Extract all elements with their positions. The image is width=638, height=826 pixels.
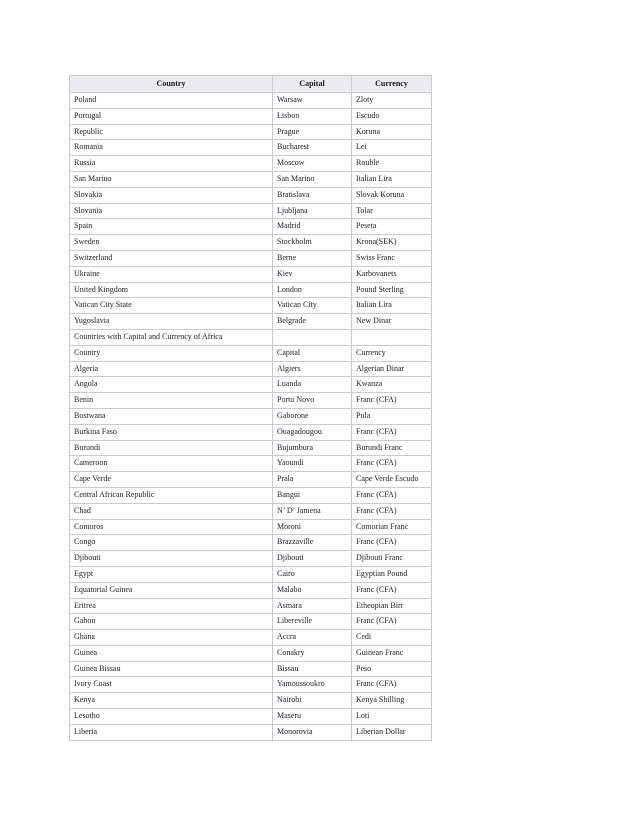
capital-cell: Accra xyxy=(273,630,352,646)
currency-cell: Liberian Dollar xyxy=(352,724,432,740)
country-cell: Romania xyxy=(70,140,273,156)
country-cell: Central African Republic xyxy=(70,487,273,503)
country-cell: Spain xyxy=(70,219,273,235)
capital-cell: Djibouti xyxy=(273,551,352,567)
capital-cell: Monorovia xyxy=(273,724,352,740)
capital-cell: Moscow xyxy=(273,156,352,172)
table-row xyxy=(70,203,432,219)
table-row xyxy=(70,677,432,693)
currency-cell: Algerian Dinar xyxy=(352,361,432,377)
capital-cell: Bucharest xyxy=(273,140,352,156)
capital-cell: Bujumbura xyxy=(273,440,352,456)
capital-cell: Bangui xyxy=(273,487,352,503)
currency-cell: Comorian Franc xyxy=(352,519,432,535)
currency-cell: Franc (CFA) xyxy=(352,487,432,503)
currency-cell: Peseta xyxy=(352,219,432,235)
table-row xyxy=(70,187,432,203)
header-country: Country xyxy=(70,76,273,93)
currency-cell: Djibouti Franc xyxy=(352,551,432,567)
currency-cell: Kenya Shilling xyxy=(352,693,432,709)
country-cell: Country xyxy=(70,345,273,361)
capital-cell: Nairobi xyxy=(273,693,352,709)
country-cell: United Kingdom xyxy=(70,282,273,298)
capital-cell: Kiev xyxy=(273,266,352,282)
table-row xyxy=(70,393,432,409)
table-row xyxy=(70,582,432,598)
capital-cell: Moroni xyxy=(273,519,352,535)
currency-cell: Franc (CFA) xyxy=(352,677,432,693)
country-cell: Guinea xyxy=(70,645,273,661)
capital-cell: Yaoundi xyxy=(273,456,352,472)
table-row xyxy=(70,709,432,725)
country-cell: Russia xyxy=(70,156,273,172)
table-row xyxy=(70,361,432,377)
table-row xyxy=(70,329,432,345)
currency-cell: Guinean Franc xyxy=(352,645,432,661)
country-cell: Yugoslavia xyxy=(70,314,273,330)
capital-cell: Belgrade xyxy=(273,314,352,330)
capital-cell: Vatican City xyxy=(273,298,352,314)
table-row xyxy=(70,282,432,298)
capital-cell: Porto Novo xyxy=(273,393,352,409)
currency-cell: Franc (CFA) xyxy=(352,535,432,551)
capital-cell: London xyxy=(273,282,352,298)
table-row xyxy=(70,140,432,156)
currency-cell: Italian Lira xyxy=(352,298,432,314)
header-currency: Currency xyxy=(352,76,432,93)
table-row xyxy=(70,93,432,109)
currency-cell: Currency xyxy=(352,345,432,361)
table-row xyxy=(70,693,432,709)
currency-cell: Etheopian Birr xyxy=(352,598,432,614)
currency-cell: Lei xyxy=(352,140,432,156)
country-cell: Algeria xyxy=(70,361,273,377)
capital-cell: Luanda xyxy=(273,377,352,393)
capital-cell: Prague xyxy=(273,124,352,140)
table-header-row xyxy=(70,76,432,93)
capital-cell: Bratislava xyxy=(273,187,352,203)
currency-cell: Franc (CFA) xyxy=(352,582,432,598)
currency-cell: Slovak Koruna xyxy=(352,187,432,203)
currency-cell: Swiss Franc xyxy=(352,250,432,266)
country-cell: Congo xyxy=(70,535,273,551)
country-cell: Benin xyxy=(70,393,273,409)
table-row xyxy=(70,598,432,614)
currency-cell: Krona(SEK) xyxy=(352,235,432,251)
capital-cell: Capital xyxy=(273,345,352,361)
capital-cell: Libereville xyxy=(273,614,352,630)
capital-cell: Berne xyxy=(273,250,352,266)
country-cell: Kenya xyxy=(70,693,273,709)
country-cell: Egypt xyxy=(70,566,273,582)
table-row xyxy=(70,298,432,314)
capital-cell: Lisbon xyxy=(273,108,352,124)
currency-cell: Escudo xyxy=(352,108,432,124)
currency-cell: Loti xyxy=(352,709,432,725)
capital-cell: N’ D’ Jamena xyxy=(273,503,352,519)
table-row xyxy=(70,219,432,235)
country-cell: Cape Verde xyxy=(70,472,273,488)
table-row xyxy=(70,408,432,424)
capital-cell: San Marino xyxy=(273,171,352,187)
country-cell: Chad xyxy=(70,503,273,519)
currency-cell: Cape Verde Escudo xyxy=(352,472,432,488)
country-cell: Poland xyxy=(70,93,273,109)
currency-cell: Franc (CFA) xyxy=(352,456,432,472)
country-cell: Slovakia xyxy=(70,187,273,203)
table-row xyxy=(70,424,432,440)
country-cell: Liberia xyxy=(70,724,273,740)
capital-cell: Maseru xyxy=(273,709,352,725)
table-row xyxy=(70,456,432,472)
country-cell: Gabon xyxy=(70,614,273,630)
currency-cell: Burundi Franc xyxy=(352,440,432,456)
currency-cell: Kwanza xyxy=(352,377,432,393)
currency-cell: Franc (CFA) xyxy=(352,503,432,519)
country-cell: Sweden xyxy=(70,235,273,251)
country-cell: Ghana xyxy=(70,630,273,646)
currency-cell: Zloty xyxy=(352,93,432,109)
country-cell: Portugal xyxy=(70,108,273,124)
capital-cell: Warsaw xyxy=(273,93,352,109)
capital-cell: Ouagadougou xyxy=(273,424,352,440)
table-row xyxy=(70,266,432,282)
table-row xyxy=(70,124,432,140)
table-row xyxy=(70,440,432,456)
country-capital-currency-table xyxy=(69,75,432,741)
country-cell: Burkina Faso xyxy=(70,424,273,440)
country-cell: San Marino xyxy=(70,171,273,187)
country-cell: Republic xyxy=(70,124,273,140)
currency-cell: Italian Lira xyxy=(352,171,432,187)
capital-cell: Stockholm xyxy=(273,235,352,251)
country-cell: Angola xyxy=(70,377,273,393)
table-row xyxy=(70,566,432,582)
currency-cell: Cedi xyxy=(352,630,432,646)
country-cell: Vatican City State xyxy=(70,298,273,314)
currency-cell: Franc (CFA) xyxy=(352,393,432,409)
country-cell: Comoros xyxy=(70,519,273,535)
table-row xyxy=(70,472,432,488)
country-cell: Ivory Coast xyxy=(70,677,273,693)
country-cell: Countries with Capital and Currency of Africa xyxy=(70,329,273,345)
table-row xyxy=(70,645,432,661)
country-cell: Slovania xyxy=(70,203,273,219)
table-row xyxy=(70,345,432,361)
currency-cell: Tolar xyxy=(352,203,432,219)
currency-cell: Karbovanets xyxy=(352,266,432,282)
table-row xyxy=(70,235,432,251)
currency-cell: Peso xyxy=(352,661,432,677)
capital-cell: Cairo xyxy=(273,566,352,582)
capital-cell: Yamoussoukro xyxy=(273,677,352,693)
table-row xyxy=(70,551,432,567)
capital-cell: Malabo xyxy=(273,582,352,598)
currency-cell: Pula xyxy=(352,408,432,424)
currency-cell xyxy=(352,329,432,345)
table-row xyxy=(70,377,432,393)
table-body xyxy=(70,93,432,741)
capital-cell xyxy=(273,329,352,345)
currency-cell: Franc (CFA) xyxy=(352,614,432,630)
table-row xyxy=(70,661,432,677)
table-row xyxy=(70,535,432,551)
table-row xyxy=(70,614,432,630)
country-cell: Eritrea xyxy=(70,598,273,614)
currency-cell: Pound Sterling xyxy=(352,282,432,298)
table-row xyxy=(70,724,432,740)
table-row xyxy=(70,108,432,124)
capital-cell: Bissau xyxy=(273,661,352,677)
capital-cell: Asmara xyxy=(273,598,352,614)
table-row xyxy=(70,156,432,172)
table-row xyxy=(70,630,432,646)
capital-cell: Madrid xyxy=(273,219,352,235)
table-row xyxy=(70,250,432,266)
capital-cell: Brazzaville xyxy=(273,535,352,551)
table-row xyxy=(70,503,432,519)
capital-cell: Conakry xyxy=(273,645,352,661)
country-cell: Switzerland xyxy=(70,250,273,266)
table-row xyxy=(70,519,432,535)
currency-cell: New Dinar xyxy=(352,314,432,330)
country-cell: Cameroon xyxy=(70,456,273,472)
table-row xyxy=(70,171,432,187)
capital-cell: Gaborone xyxy=(273,408,352,424)
table-row xyxy=(70,487,432,503)
currency-cell: Rouble xyxy=(352,156,432,172)
currency-cell: Franc (CFA) xyxy=(352,424,432,440)
capital-cell: Ljubljana xyxy=(273,203,352,219)
header-capital: Capital xyxy=(273,76,352,93)
country-cell: Ukraine xyxy=(70,266,273,282)
capital-cell: Prala xyxy=(273,472,352,488)
currency-cell: Koruna xyxy=(352,124,432,140)
country-cell: Djibouti xyxy=(70,551,273,567)
country-cell: Equatorial Guinea xyxy=(70,582,273,598)
country-cell: Guinea Bissau xyxy=(70,661,273,677)
country-cell: Lesotho xyxy=(70,709,273,725)
currency-cell: Egyptian Pound xyxy=(352,566,432,582)
table-row xyxy=(70,314,432,330)
country-cell: Bostwana xyxy=(70,408,273,424)
capital-cell: Algiers xyxy=(273,361,352,377)
country-cell: Burundi xyxy=(70,440,273,456)
